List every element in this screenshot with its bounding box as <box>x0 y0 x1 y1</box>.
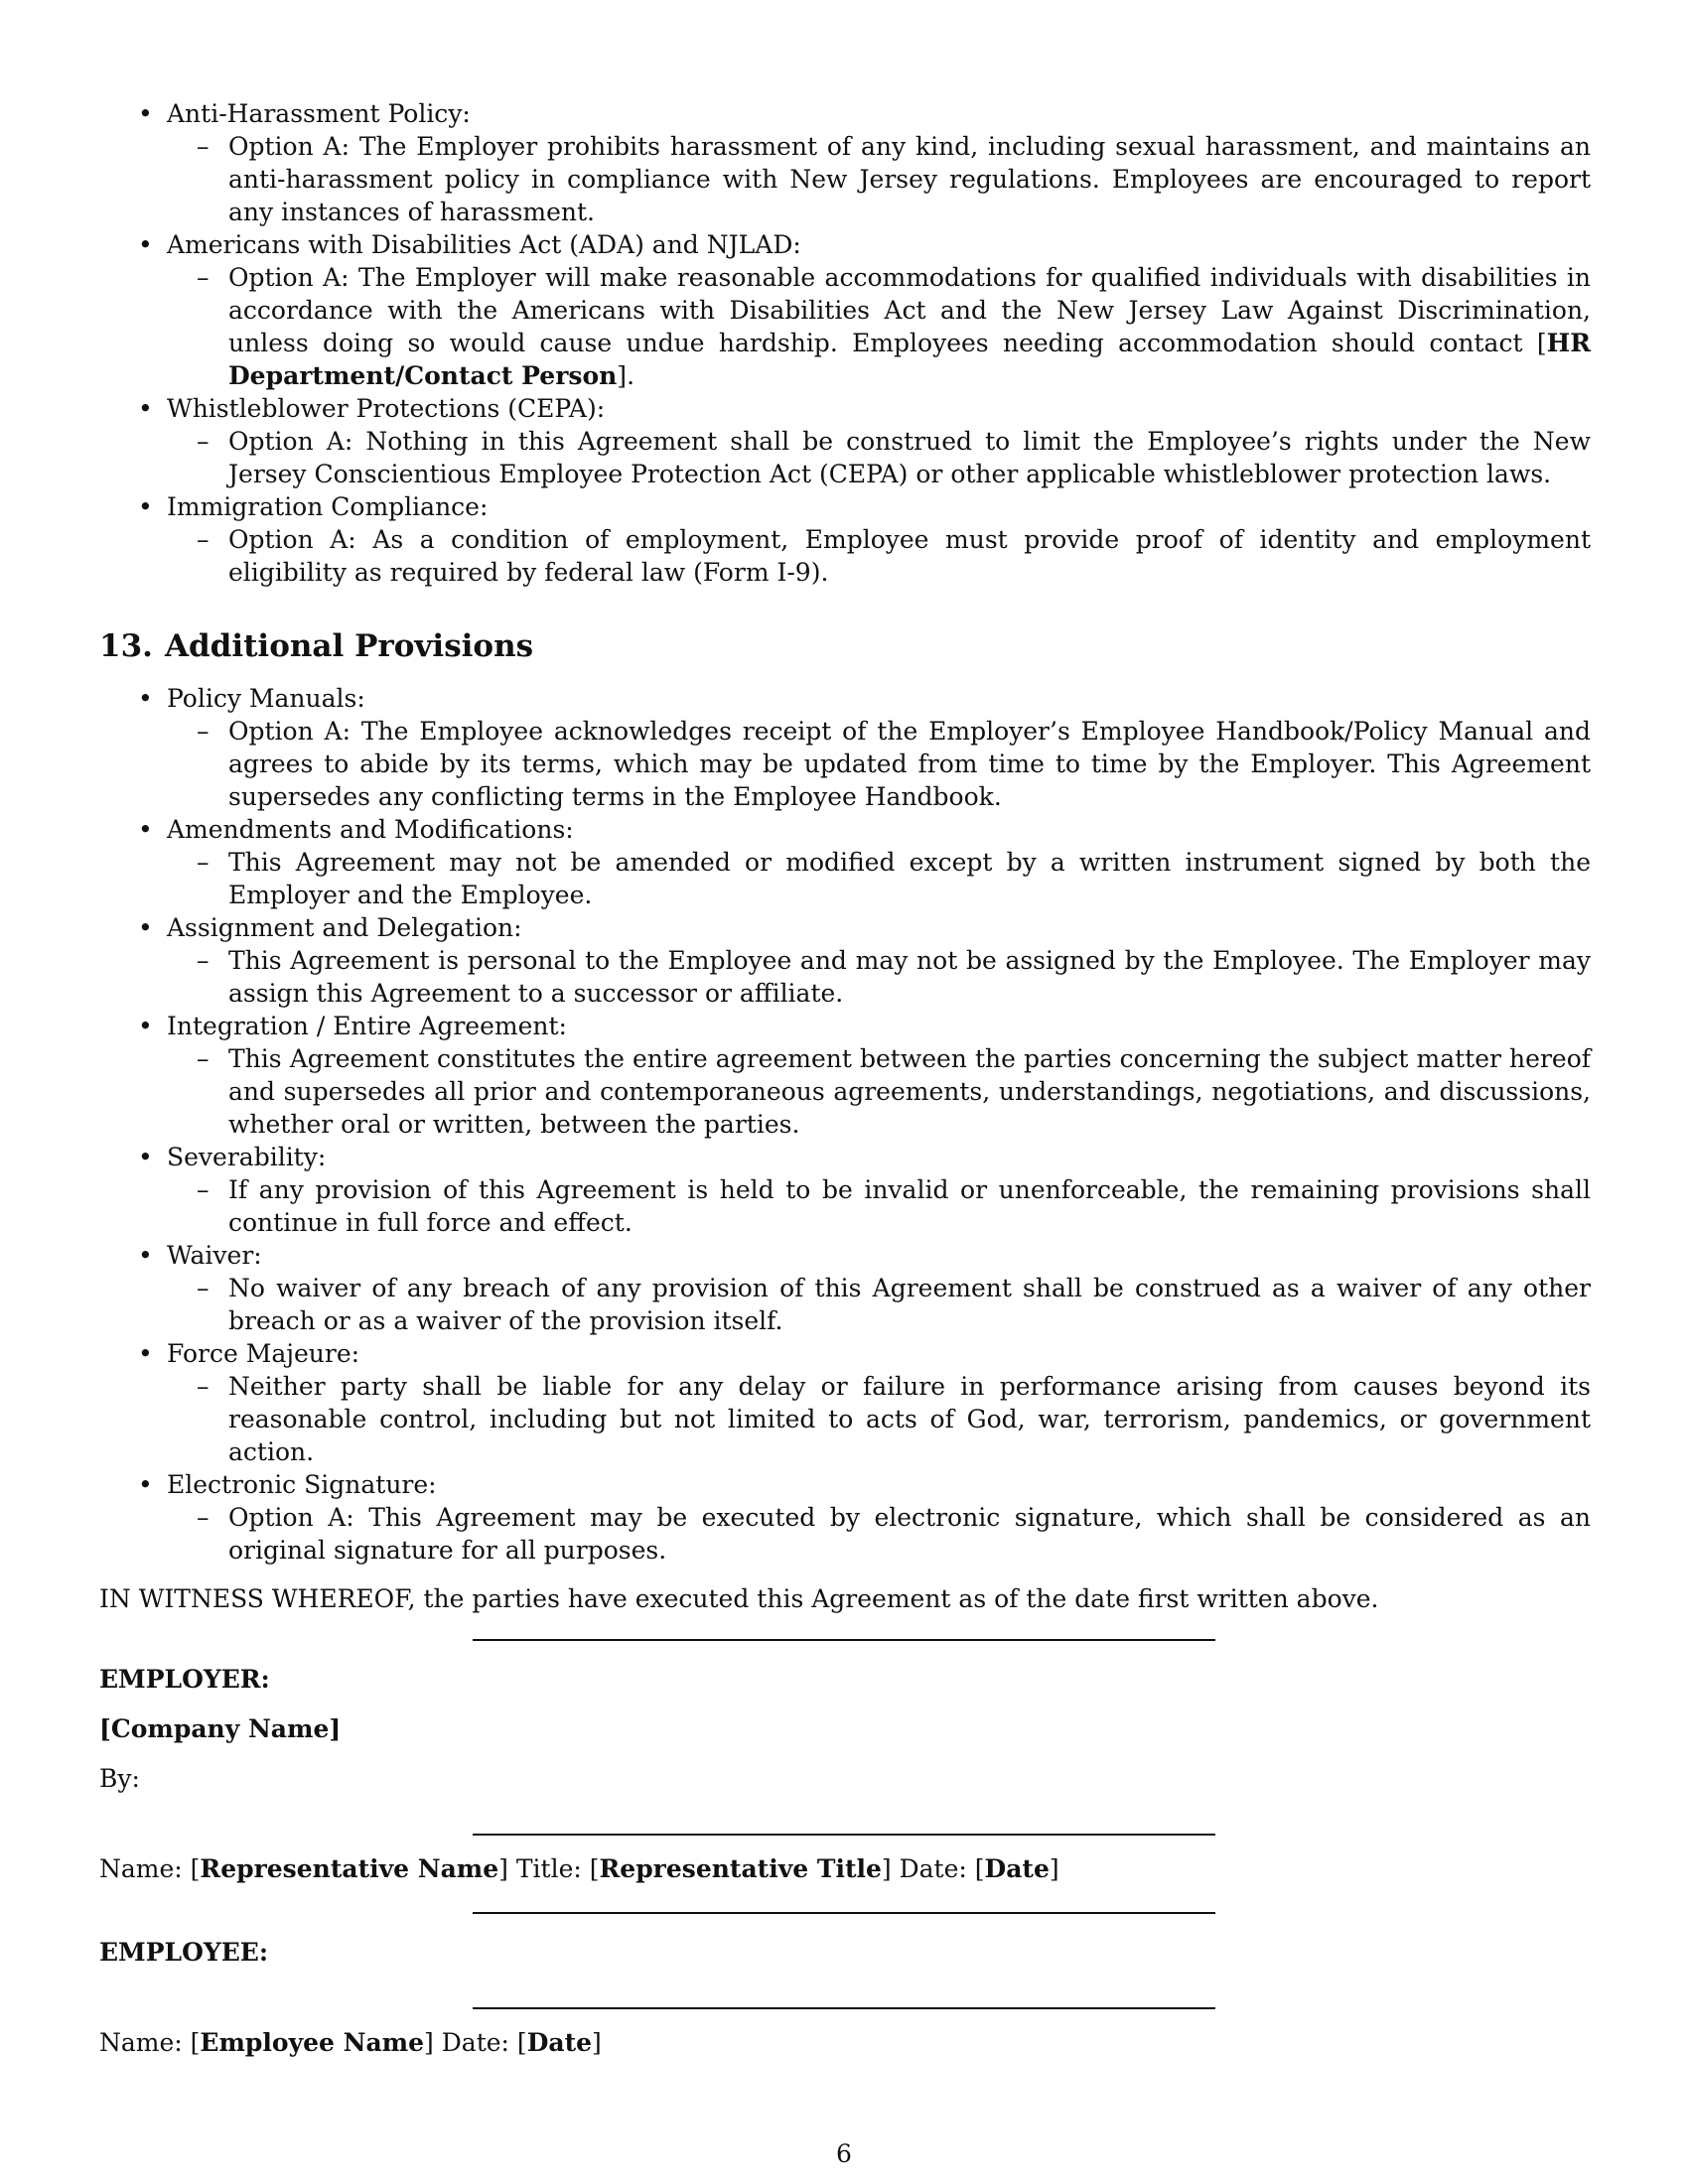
item-title: Integration / Entire Agreement: <box>167 1012 567 1040</box>
item-detail: – Option A: This Agreement may be executed by electronic signature, which shall be considered as an original signature for all purposes. <box>167 1501 1591 1567</box>
list-item <box>99 1239 1591 1337</box>
item-detail: – This Agreement is personal to the Employee and may not be assigned by the Employee. The Employer may assign this Agreement to a successor or affiliate. <box>167 944 1591 1010</box>
section-title: Additional Provisions <box>164 628 534 664</box>
item-title: Assignment and Delegation: <box>167 913 522 942</box>
representative-name: Representative Name <box>200 1854 499 1883</box>
employer-name-line: Name: [Representative Name] Title: [Representative Title] Date: [Date] <box>99 1854 1059 1883</box>
witness-statement: IN WITNESS WHEREOF, the parties have executed this Agreement as of the date first written above. <box>99 1584 1379 1613</box>
document-page <box>99 97 1591 2059</box>
item-detail: – Option A: The Employer will make reasonable accommodations for qualified individuals with disabilities in accordance with the Americans with Disabilities Act and the New Jersey Law Against Discrimination, unless doing so would cause undue hardship. Employees needing accommodation should contact [HR Department/Contact Person]. <box>167 261 1591 392</box>
item-title: Severability: <box>167 1143 327 1171</box>
company-name-placeholder: [Company Name] <box>99 1714 342 1743</box>
section-12-list <box>99 97 1591 589</box>
item-title: Policy Manuals: <box>167 684 365 713</box>
page-number: 6 <box>836 2139 852 2168</box>
item-title: Waiver: <box>167 1241 262 1270</box>
item-title: Immigration Compliance: <box>167 492 489 521</box>
list-item <box>99 813 1591 911</box>
list-item <box>99 1141 1591 1239</box>
item-detail: – Option A: Nothing in this Agreement shall be construed to limit the Employee’s rights under the New Jersey Conscientious Employee Protection Act (CEPA) or other applicable whistleblower protection laws. <box>167 425 1591 490</box>
item-detail: – Neither party shall be liable for any delay or failure in performance arising from causes beyond its reasonable control, including but not limited to acts of God, war, terrorism, pandemics, or government action. <box>167 1370 1591 1468</box>
signature-line <box>473 1912 1215 1914</box>
item-title: Americans with Disabilities Act (ADA) and NJLAD: <box>167 230 801 259</box>
item-title: Amendments and Modifications: <box>167 815 574 844</box>
item-detail: – If any provision of this Agreement is held to be invalid or unenforceable, the remaining provisions shall continue in full force and effect. <box>167 1173 1591 1239</box>
list-item <box>99 392 1591 490</box>
employer-date: Date <box>984 1854 1050 1883</box>
list-item <box>99 490 1591 589</box>
section-13-list <box>99 682 1591 1567</box>
list-item <box>99 228 1591 392</box>
section-heading <box>99 626 1591 666</box>
item-title: Anti-Harassment Policy: <box>167 99 471 128</box>
item-title: Electronic Signature: <box>167 1470 437 1499</box>
list-item <box>99 1468 1591 1567</box>
list-item <box>99 97 1591 228</box>
signature-line <box>473 2007 1215 2009</box>
list-item <box>99 911 1591 1010</box>
by-label: By: <box>99 1764 140 1793</box>
item-detail: – Option A: The Employer prohibits harassment of any kind, including sexual harassment, and maintains an anti-harassment policy in compliance with New Jersey regulations. Employees are encouraged to report any instances of harassment. <box>167 130 1591 228</box>
item-title: Whistleblower Protections (CEPA): <box>167 394 606 423</box>
signature-line <box>473 1639 1215 1641</box>
employee-label: EMPLOYEE: <box>99 1938 269 1967</box>
signature-line <box>473 1834 1215 1836</box>
list-item <box>99 1010 1591 1141</box>
employee-date: Date <box>526 2028 593 2057</box>
item-detail: – Option A: As a condition of employment, Employee must provide proof of identity and employment eligibility as required by federal law (Form I-9). <box>167 523 1591 589</box>
item-detail: – This Agreement may not be amended or modified except by a written instrument signed by both the Employer and the Employee. <box>167 846 1591 911</box>
placeholder-hr-contact: HR Department/Contact Person <box>228 329 1591 390</box>
item-detail: – No waiver of any breach of any provision of this Agreement shall be construed as a waiver of any other breach or as a waiver of the provision itself. <box>167 1272 1591 1337</box>
list-item <box>99 682 1591 813</box>
item-detail: – This Agreement constitutes the entire agreement between the parties concerning the subject matter hereof and supersedes all prior and contemporaneous agreements, understandings, negotiations, and discussions, whether oral or written, between the parties. <box>167 1042 1591 1141</box>
employer-label: EMPLOYER: <box>99 1665 270 1694</box>
employee-name: Employee Name <box>200 2028 425 2057</box>
list-item <box>99 1337 1591 1468</box>
item-detail: – Option A: The Employee acknowledges receipt of the Employer’s Employee Handbook/Policy Manual and agrees to abide by its terms, which may be updated from time to time by the Employer. This Agreement supersedes any conflicting terms in the Employee Handbook. <box>167 715 1591 813</box>
employee-name-line: Name: [Employee Name] Date: [Date] <box>99 2028 602 2057</box>
section-number: 13. <box>99 628 153 664</box>
item-title: Force Majeure: <box>167 1339 360 1368</box>
representative-title: Representative Title <box>599 1854 882 1883</box>
